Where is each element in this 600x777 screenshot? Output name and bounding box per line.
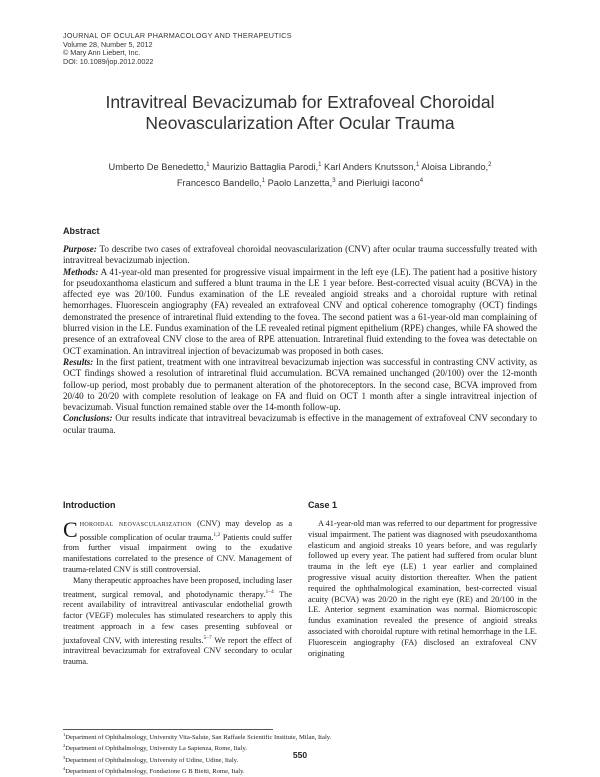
- introduction-heading: Introduction: [63, 500, 116, 510]
- author-name: Karl Anders Knutsson,: [321, 162, 417, 173]
- footnote-marker: 2: [63, 743, 66, 749]
- footnote: [63, 765, 537, 776]
- section-label: Results:: [63, 356, 94, 367]
- section-label: Conclusions:: [63, 413, 113, 424]
- abstract-results: [63, 357, 537, 413]
- citation: 1,2: [213, 531, 221, 538]
- title-line-1: Intravitreal Bevacizumab for Extrafoveal Choroidal: [105, 92, 495, 112]
- author-name: Francesco Bandello,: [176, 178, 262, 189]
- journal-volume: Volume 28, Number 5, 2012: [63, 39, 153, 49]
- footnote-text: Department of Ophthalmology, University Vita-Salute, San Raffaele Scientific Institute, Milan, Italy.: [65, 734, 332, 742]
- paper-title: [40, 92, 560, 134]
- author-affiliation: 1: [206, 162, 210, 168]
- author-list: [40, 158, 560, 190]
- abstract-purpose: [63, 244, 537, 267]
- abstract-methods: [63, 267, 537, 357]
- abstract-text: To describe two cases of extrafoveal choroidal neovascularization (CNV) after ocular trauma successfully treated with intravitreal bevacizumab injection.: [63, 244, 537, 266]
- journal-doi: DOI: 10.1089/jop.2012.0022: [63, 56, 154, 66]
- author-affiliation: 4: [419, 178, 424, 185]
- intro-paragraph-2: [63, 576, 292, 668]
- case1-column: [308, 519, 537, 659]
- abstract-text: In the first patient, treatment with one intravitreal bevacizumab injection was successful in contrasting CNV activity, as OCT findings showed a resolution of intraretinal fluid accumulation. BCVA remained unchanged (20/100) over the 12-month follow-up period, most probably due to permanent alteration of the photoreceptors. In the second case, BCVA improved from 20/40 to 20/20 with complete resolution of leakage on FA and fluid on OCT 1 month after a single intravitreal injection of bevacizumab. Visual function remained stable over the 14-month follow-up.: [63, 356, 537, 413]
- author-affiliation: 1: [318, 162, 322, 168]
- footnote-marker: 1: [63, 732, 66, 737]
- intro-smallcaps: horoidal neovascularization: [79, 519, 192, 528]
- intro-text: The recent availability of intravitreal antivascular endothelial growth factor (VEGF) molecules has stimulated researchers to apply this treatment approach in a few cases presenting subfoveal or juxtafoveal CNV, with interesting results.: [63, 589, 292, 645]
- footnote-text: Department of Ophthalmology, Fondazione G B Bietti, Rome, Italy.: [65, 768, 245, 776]
- section-label: Purpose:: [63, 244, 97, 254]
- drop-cap: C: [63, 517, 78, 542]
- author-affiliation: 3: [332, 178, 336, 185]
- author-affiliation: 2: [488, 162, 492, 168]
- title-line-2: Neovascularization After Ocular Trauma: [145, 113, 455, 133]
- abstract-conclusions: [63, 413, 537, 436]
- author-line-2: [40, 174, 560, 190]
- abstract-body: [63, 244, 537, 436]
- journal-name: JOURNAL OF OCULAR PHARMACOLOGY AND THERAPEUTICS: [63, 31, 292, 40]
- page-number: 550: [292, 750, 308, 760]
- abstract-text: A 41-year-old man presented for progressive visual impairment in the left eye (LE). The patient had a positive history for pseudoxanthoma elasticum and suffered a blunt trauma in the LE 1 year before. Best-corrected visual acuity (BCVA) in the affected eye was 20/100. Fundus examination of the LE revealed angioid streaks and a choroidal rupture with retinal hemorrhages. Fluorescein angiography (FA) revealed an extrafoveal CNV and optical coherence tomography (OCT) findings demonstrated the presence of intraretinal fluid extending to the fovea. The second patient was a 61-year-old man complaining of blurred vision in the LE. Fundus examination of the LE revealed retinal pigment epithelium (RPE) changes, while FA showed the presence of an extrafoveal CNV close to the area of RPE attenuation. Intraretinal fluid extending to the fovea was detectable on OCT examination. An intravitreal injection of bevacizumab was proposed in both cases.: [63, 266, 537, 356]
- author-line-1: [40, 158, 560, 174]
- abstract-text: Our results indicate that intravitreal bevacizumab is effective in the management of extrafoveal CNV secondary to ocular trauma.: [63, 413, 537, 435]
- author-affiliation: 1: [261, 178, 265, 185]
- intro-text: We report the effect of intravitreal bevacizumab for extrafoveal CNV secondary to ocular trauma.: [63, 635, 292, 666]
- footnote-text: Department of Ophthalmology, University of Udine, Udine, Italy.: [65, 756, 239, 764]
- journal-header: [63, 32, 292, 66]
- footnote: [63, 731, 537, 742]
- journal-copyright: © Mary Ann Liebert, Inc.: [63, 48, 141, 58]
- author-name: Maurizio Battaglia Parodi,: [209, 162, 319, 173]
- footnote-marker: 4: [63, 766, 66, 772]
- case1-heading: Case 1: [308, 500, 338, 510]
- intro-text: Patients could suffer from further visual impairment owing to the exudative manifestations correlated to the presence of CNV. Management of trauma-related CNV is still controversial.: [63, 532, 292, 574]
- intro-text: Many therapeutic approaches have been proposed, including laser treatment, surgical removal, and photodynamic therapy.: [63, 575, 292, 599]
- author-affiliation: 1: [416, 162, 420, 168]
- introduction-column: [63, 519, 292, 668]
- citation: 1–4: [265, 588, 274, 595]
- author-name: and Pierluigi Iacono: [335, 178, 420, 189]
- intro-paragraph-1: [63, 519, 292, 576]
- case1-paragraph: A 41-year-old man was referred to our department for progressive visual impairment. The patient was diagnosed with pseudoxanthoma elasticum and angioid streaks 10 years before, and was regularly followed up every year. The patient had suffered from ocular blunt trauma in the left eye (LE) 1 year earlier and complained progressive visual acuity distortion thereafter. When the patient required the ophthalmological examination, best-corrected visual acuity (BCVA) was 20/20 in the right eye (RE) and 20/100 in the LE. Anterior segment examination was normal. Biomicroscopic fundus examination revealed the presence of angioid streaks associated with choroidal rupture with retinal hemorrhage in the LE. Fluorescein angiography (FA) disclosed an extrafoveal CNV originating: [308, 519, 537, 658]
- footnote-marker: 3: [63, 754, 66, 760]
- intro-text: (CNV) may develop as a possible complication of ocular trauma.: [79, 519, 293, 542]
- author-name: Aloisa Librando,: [419, 162, 489, 173]
- section-label: Methods:: [63, 266, 99, 277]
- author-name: Umberto De Benedetto,: [108, 162, 207, 173]
- citation: 5–7: [203, 634, 212, 641]
- footnote-divider: [63, 729, 273, 730]
- footnote-text: Department of Ophthalmology, University La Sapienza, Rome, Italy.: [65, 745, 247, 753]
- author-name: Paolo Lanzetta,: [264, 178, 333, 189]
- abstract-heading: Abstract: [63, 226, 100, 236]
